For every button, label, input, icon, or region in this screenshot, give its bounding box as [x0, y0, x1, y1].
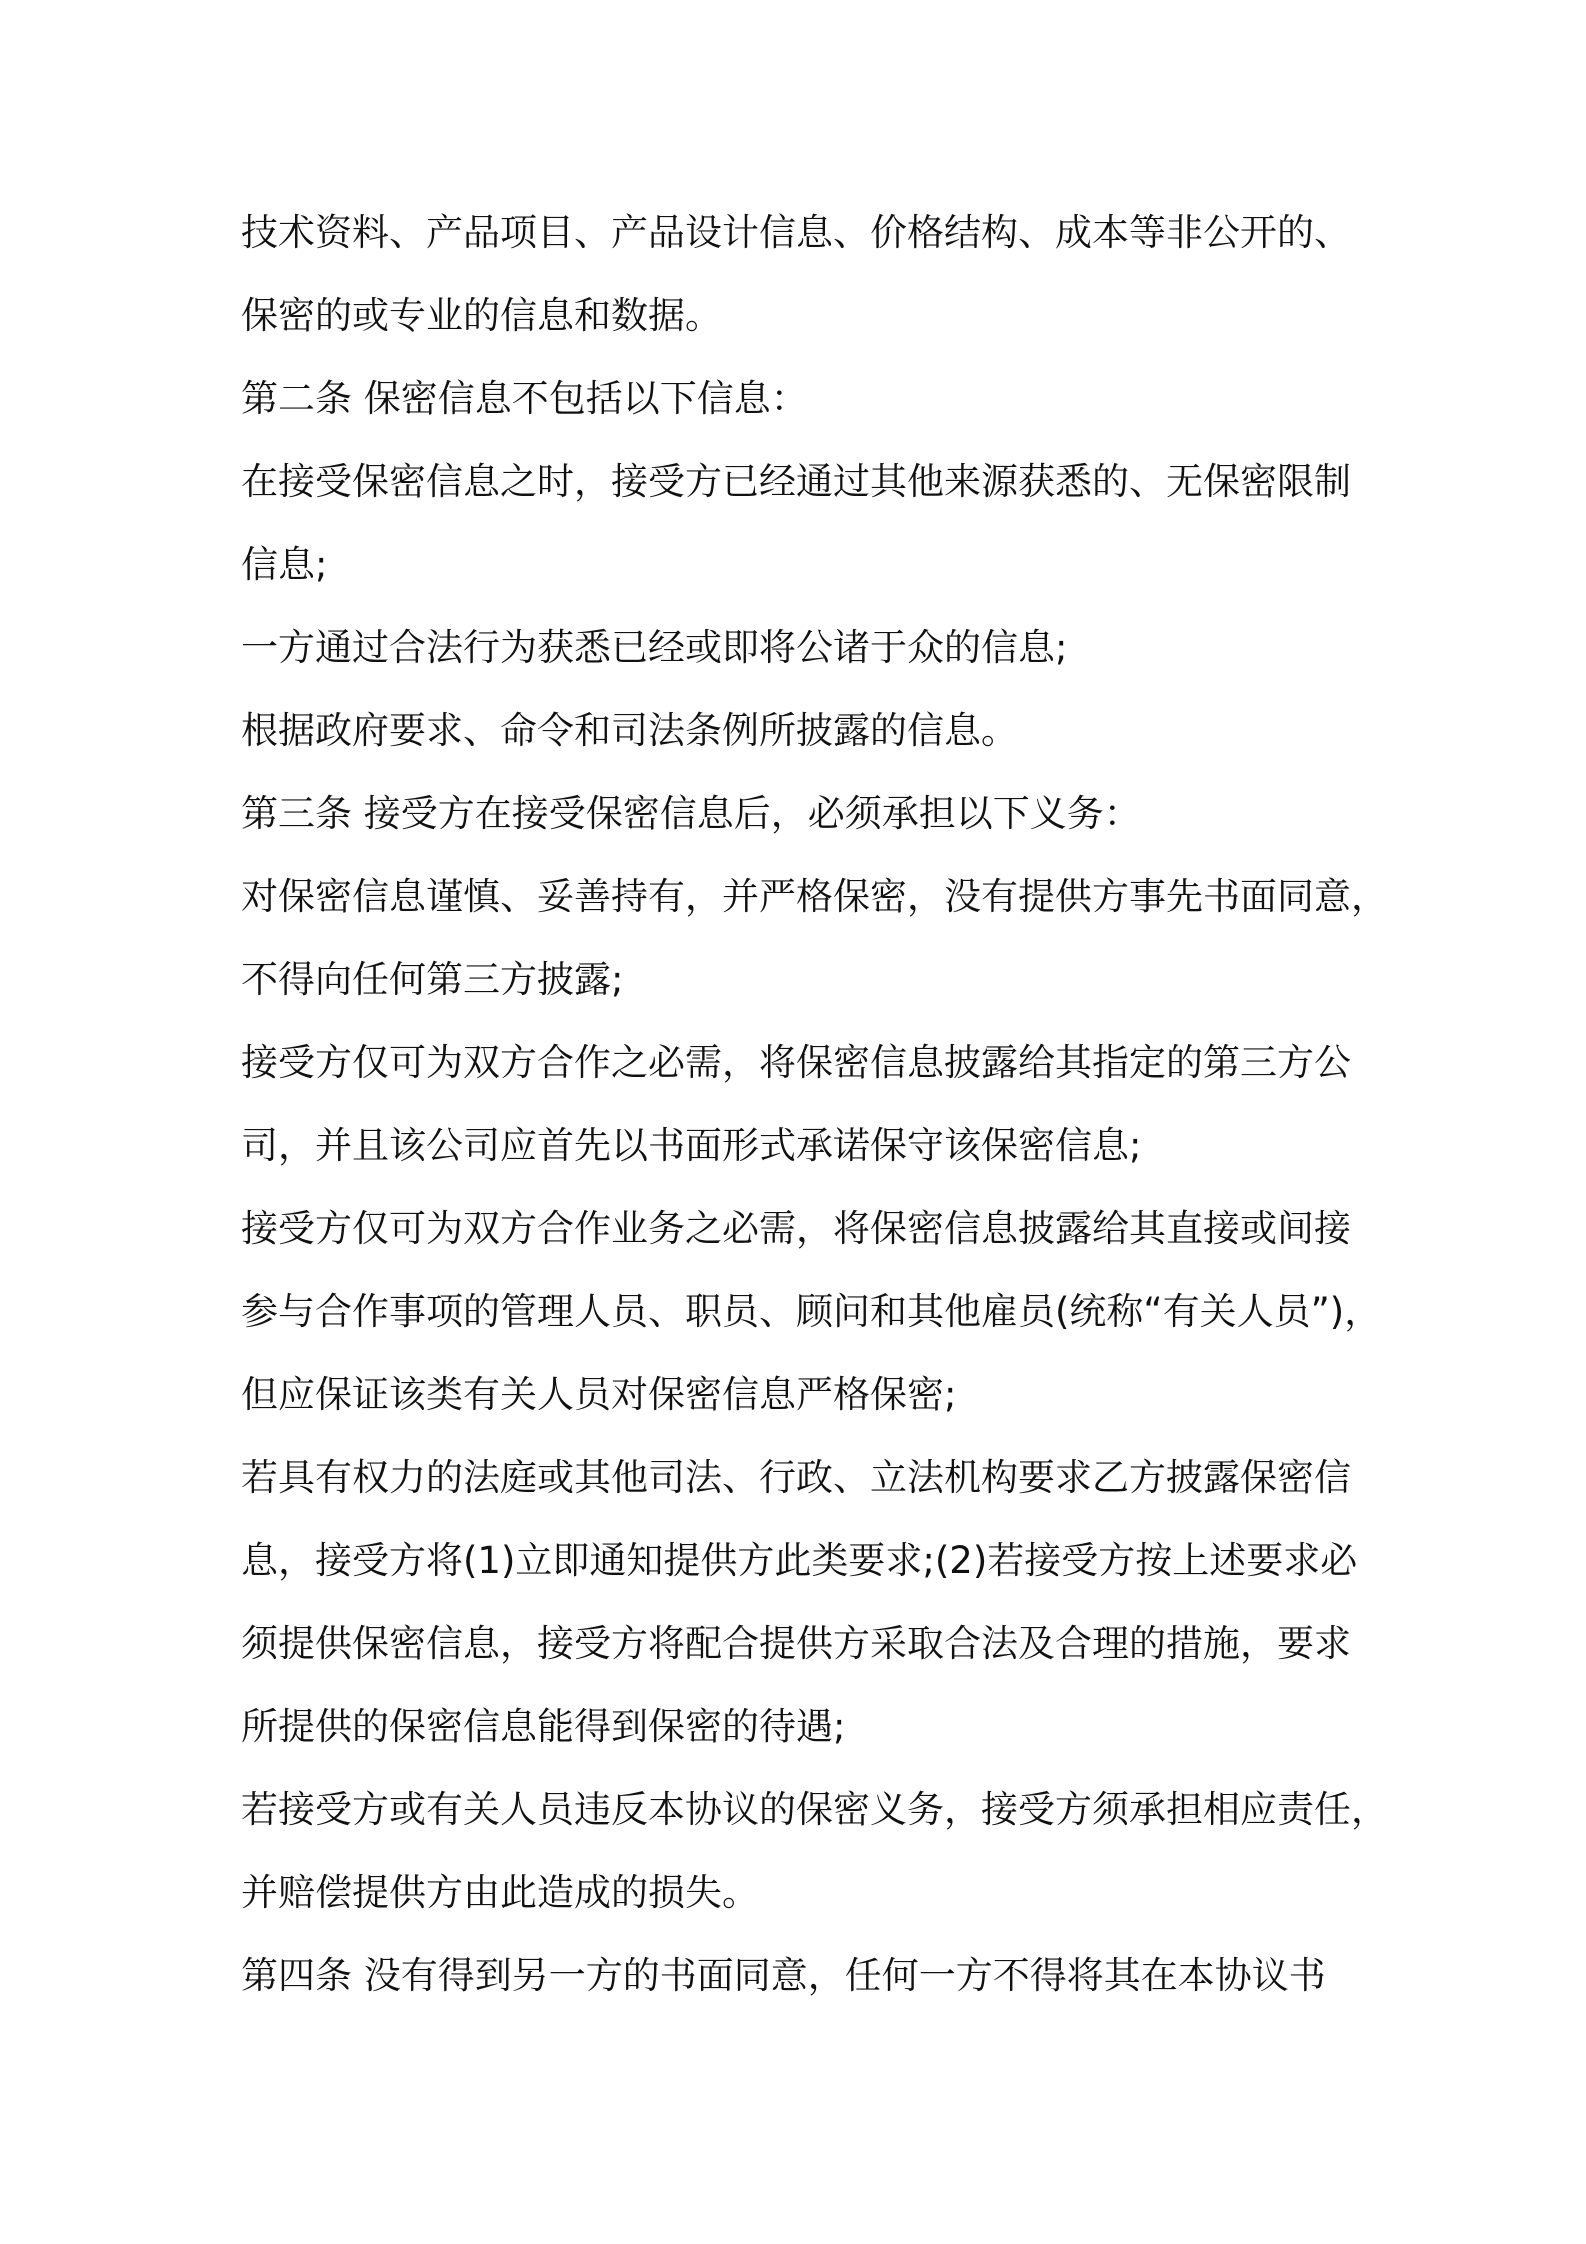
text-line: 信息; [241, 543, 328, 586]
text-line: 不得向任何第三方披露; [241, 958, 624, 1001]
text-line: 须提供保密信息，接受方将配合提供方采取合法及合理的措施，要求 [241, 1622, 1351, 1665]
text-line: 并赔偿提供方由此造成的损失。 [241, 1871, 759, 1914]
text-line: 所提供的保密信息能得到保密的待遇; [241, 1705, 846, 1748]
text-line: 若具有权力的法庭或其他司法、行政、立法机构要求乙方披露保密信 [241, 1456, 1351, 1499]
text-line: 保密的或专业的信息和数据。 [241, 294, 722, 337]
text-line: 技术资料、产品项目、产品设计信息、价格结构、成本等非公开的、 [241, 211, 1351, 254]
article-heading: 第二条 保密信息不包括以下信息： [241, 377, 808, 420]
text-line: 但应保证该类有关人员对保密信息严格保密; [241, 1373, 957, 1416]
text-line: 若接受方或有关人员违反本协议的保密义务，接受方须承担相应责任， [241, 1788, 1388, 1831]
text-line: 息，接受方将(1)立即通知提供方此类要求;(2)若接受方按上述要求必 [241, 1539, 1358, 1582]
text-line: 根据政府要求、命令和司法条例所披露的信息。 [241, 709, 1018, 752]
text-line: 参与合作事项的管理人员、职员、顾问和其他雇员(统称“有关人员”)， [241, 1290, 1382, 1333]
text-line: 接受方仅可为双方合作之必需，将保密信息披露给其指定的第三方公 [241, 1041, 1351, 1084]
article-heading: 第四条 没有得到另一方的书面同意，任何一方不得将其在本协议书 [241, 1954, 1326, 1997]
article-heading: 第三条 接受方在接受保密信息后，必须承担以下义务： [241, 792, 1141, 835]
text-line: 司，并且该公司应首先以书面形式承诺保守该保密信息; [241, 1124, 1142, 1167]
text-line: 一方通过合法行为获悉已经或即将公诸于众的信息; [241, 626, 1068, 669]
text-line: 对保密信息谨慎、妥善持有，并严格保密，没有提供方事先书面同意， [241, 875, 1388, 918]
text-line: 接受方仅可为双方合作业务之必需，将保密信息披露给其直接或间接 [241, 1207, 1351, 1250]
text-line: 在接受保密信息之时，接受方已经通过其他来源获悉的、无保密限制 [241, 460, 1351, 503]
